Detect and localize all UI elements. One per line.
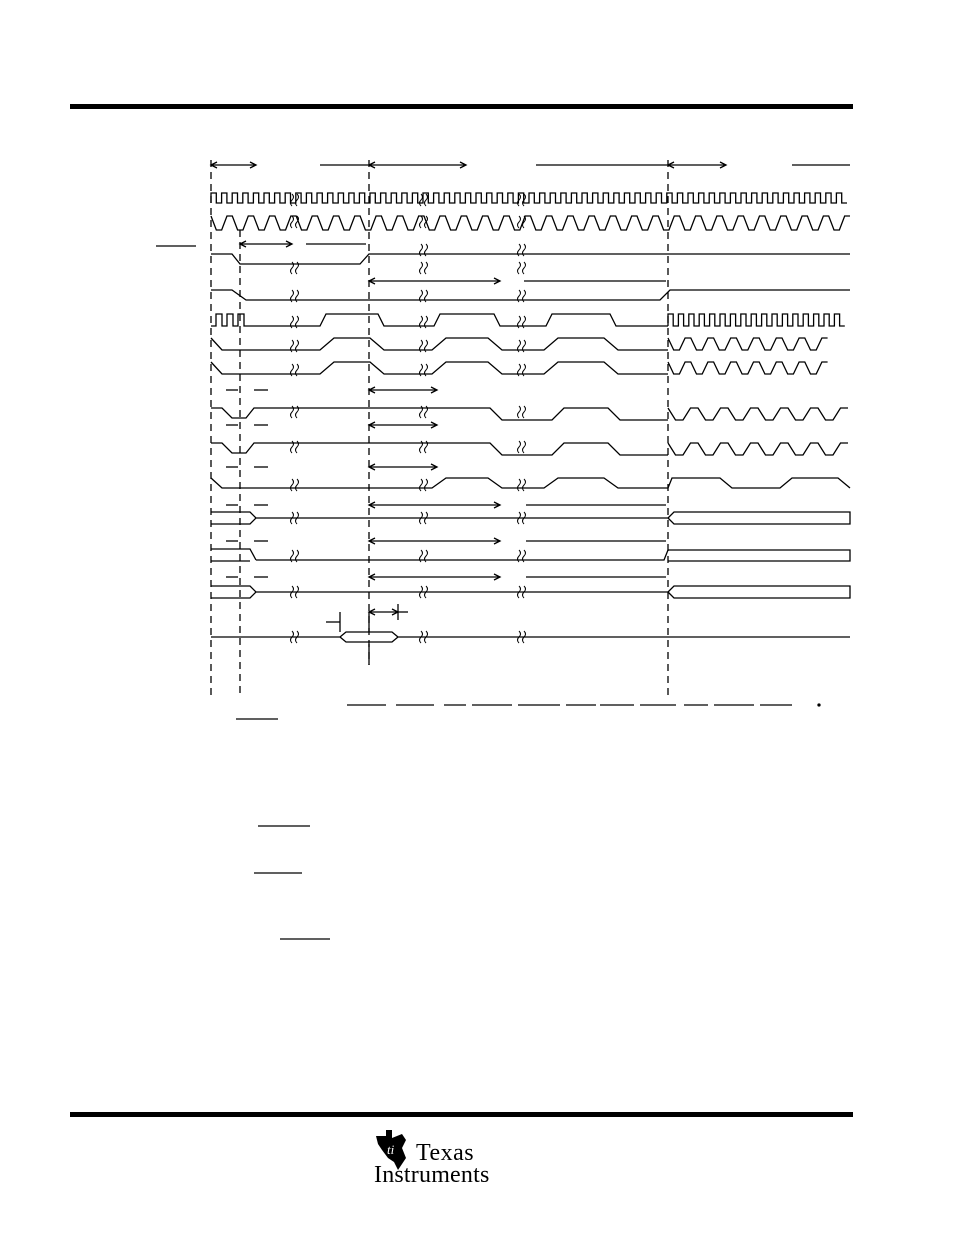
waveform-phase-1-tail (668, 314, 845, 326)
waveform-address-bus (211, 549, 850, 561)
waveform-phase-1 (211, 314, 668, 326)
break-mark-1-1 (420, 216, 428, 228)
waveform-read-write (211, 478, 850, 488)
waveform-strobe-b-tail (668, 362, 828, 374)
bottom-rule (70, 1112, 853, 1117)
waveform-data-strobe (211, 443, 668, 455)
company-name-line2: Instruments (374, 1162, 490, 1188)
overbar-dot (818, 704, 820, 706)
waveform-status-bus (211, 586, 850, 598)
waveform-interrupt (211, 632, 850, 642)
waveform-address-strobe-tail (668, 408, 848, 420)
break-mark-2-3 (518, 262, 526, 274)
break-mark-0-10 (291, 479, 299, 491)
waveform-address-strobe (211, 408, 668, 420)
break-mark-1-10 (420, 479, 428, 491)
svg-text:ti: ti (387, 1142, 395, 1157)
break-mark-2-8 (518, 406, 526, 418)
waveform-clockout (211, 216, 850, 230)
break-mark-2-9 (518, 441, 526, 453)
waveform-clock (211, 193, 847, 203)
waveform-strobe-b (211, 362, 668, 374)
timing-interval-arrows (211, 162, 850, 665)
waveform-reset-request (211, 254, 850, 264)
break-mark-1-3 (420, 262, 428, 274)
waveform-strobe-a (211, 338, 668, 350)
company-name-line1: Texas (416, 1140, 475, 1166)
break-mark-2-10 (518, 479, 526, 491)
waveform-data-strobe-tail (668, 443, 848, 455)
break-mark-0-0 (291, 194, 299, 206)
timing-break-marks (291, 194, 526, 643)
company-logo (372, 1128, 542, 1188)
timing-reference-lines (211, 160, 668, 698)
waveform-reset (211, 290, 850, 300)
waveform-data-bus (211, 512, 850, 524)
waveform-strobe-a-tail (668, 338, 828, 350)
timing-waveforms (211, 193, 850, 642)
